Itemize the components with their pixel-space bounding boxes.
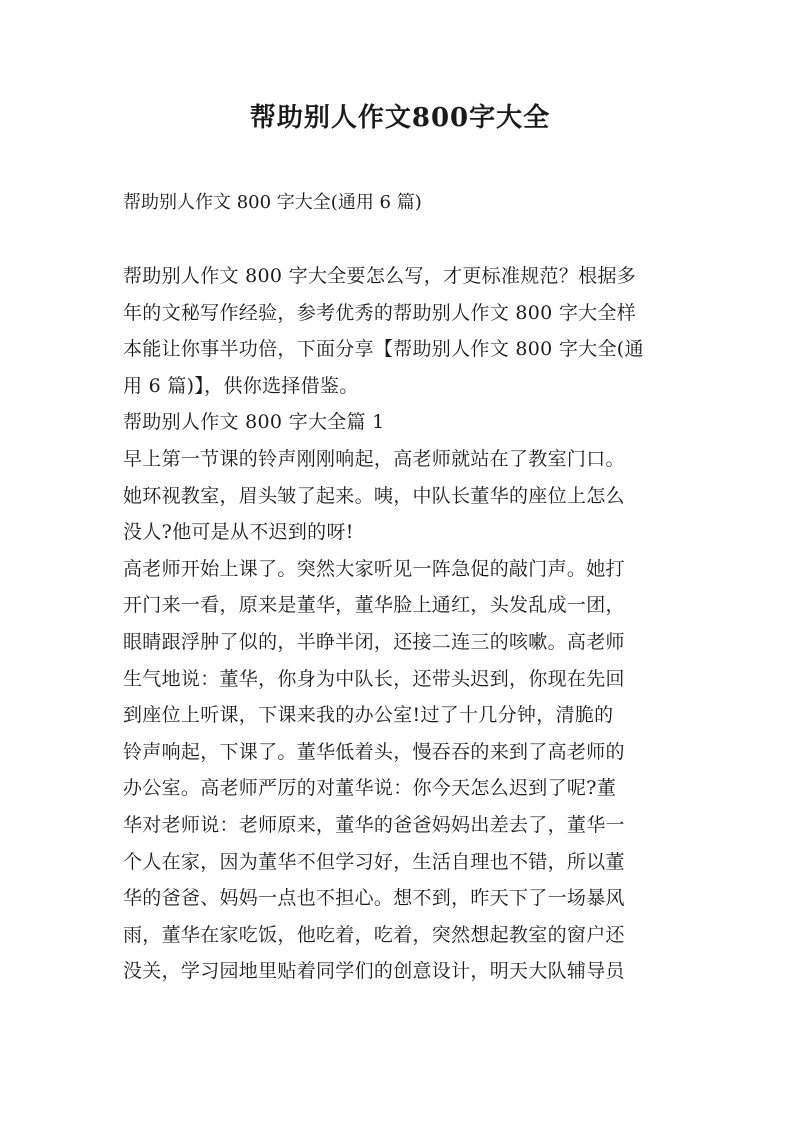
- text-line: 早上第一节课的铃声刚刚响起，高老师就站在了教室门口。: [123, 447, 625, 470]
- text-line: 用 6 篇)】，供你选择借鉴。: [123, 374, 359, 397]
- text-line: 帮助别人作文 800 字大全要怎么写，才更标准规范？根据多: [123, 265, 637, 287]
- text-line: 个人在家，因为董华不但学习好，生活自理也不错，所以董: [123, 850, 625, 873]
- text-line: 帮助别人作文 800 字大全篇 1: [123, 411, 385, 434]
- text-line: 眼睛跟浮肿了似的，半睁半闭，还接二连三的咳嗽。高老师: [123, 630, 625, 653]
- text-line: 没关，学习园地里贴着同学们的创意设计，明天大队辅导员: [123, 960, 625, 983]
- text-line: 高老师开始上课了。突然大家听见一阵急促的敲门声。她打: [123, 557, 625, 580]
- text-line: 华的爸爸、妈妈一点也不担心。想不到，昨天下了一场暴风: [123, 887, 625, 910]
- text-line: 到座位上听课，下课来我的办公室!过了十几分钟，清脆的: [123, 704, 614, 727]
- text-line: 开门来一看，原来是董华，董华脸上通红，头发乱成一团，: [123, 594, 625, 617]
- text-line: 本能让你事半功倍，下面分享【帮助别人作文 800 字大全(通: [123, 338, 644, 361]
- text-line: 华对老师说：老师原来，董华的爸爸妈妈出差去了，董华一: [123, 813, 625, 836]
- text-line: 铃声响起，下课了。董华低着头，慢吞吞的来到了高老师的: [123, 740, 625, 763]
- text-line: 办公室。高老师严厉的对董华说：你今天怎么迟到了呢?董: [123, 777, 616, 800]
- document-body: [123, 258, 689, 990]
- text-line: 生气地说：董华，你身为中队长，还带头迟到，你现在先回: [123, 667, 625, 690]
- document-title: 帮助别人作文800字大全: [249, 103, 551, 133]
- text-line: 雨，董华在家吃饭，他吃着，吃着，突然想起教室的窗户还: [123, 923, 625, 946]
- document-subtitle: 帮助别人作文 800 字大全(通用 6 篇): [123, 192, 422, 213]
- text-line: 她环视教室，眉头皱了起来。咦，中队长董华的座位上怎么: [123, 484, 625, 507]
- text-line: 没人?他可是从不迟到的呀!: [123, 521, 354, 544]
- text-line: 年的文秘写作经验，参考优秀的帮助别人作文 800 字大全样: [123, 301, 637, 324]
